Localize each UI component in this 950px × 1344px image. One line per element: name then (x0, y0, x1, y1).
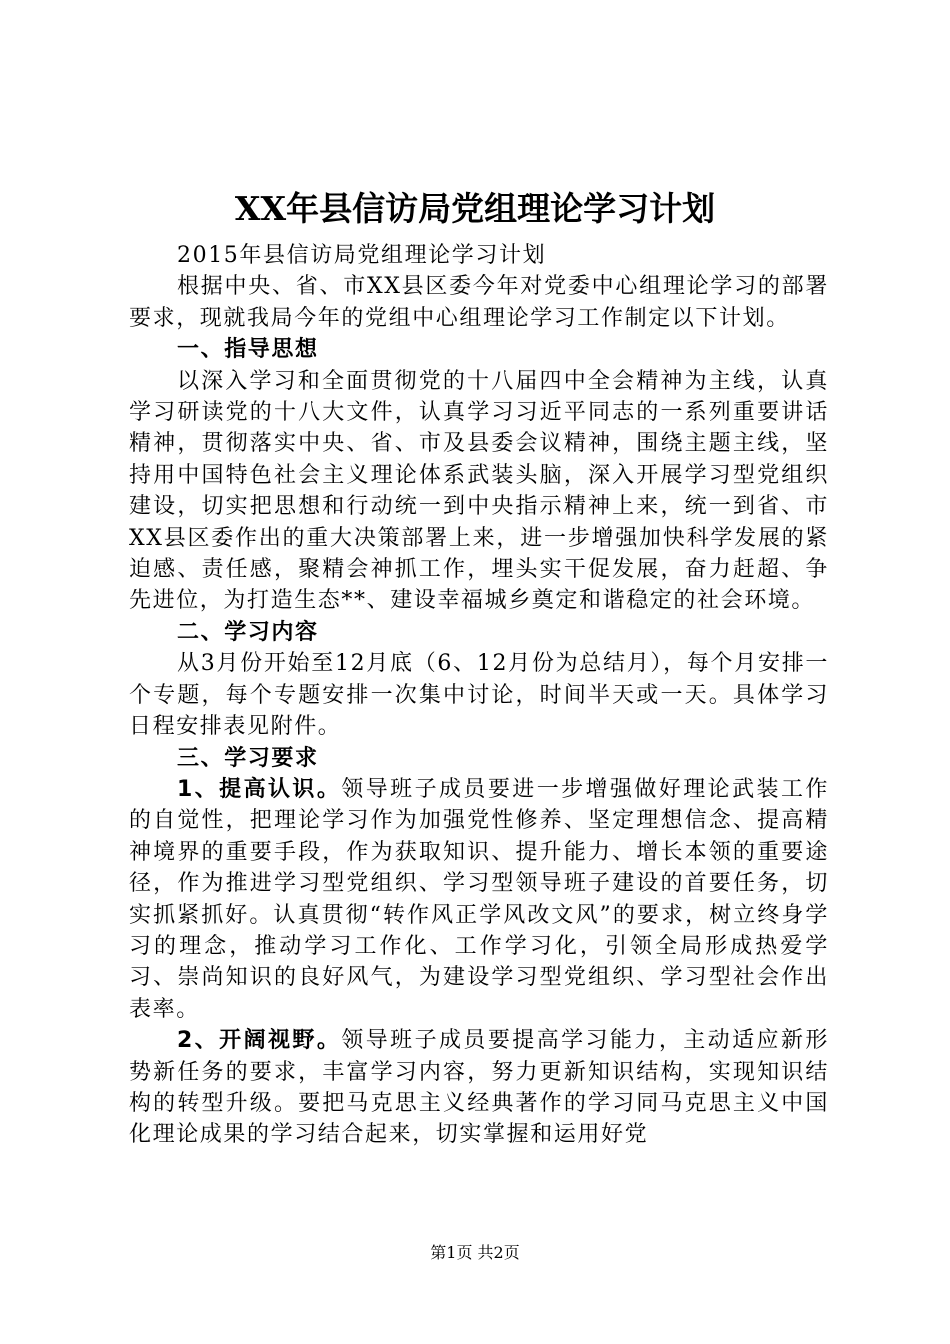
section-heading-guiding-thought: 一、指导思想 (177, 337, 319, 363)
requirement-item (129, 1025, 829, 1151)
requirement-lead: 1、提高认识。 (177, 776, 342, 802)
section-paragraph-study-content: 从3月份开始至12月底（6、12月份为总结月），每个月安排一个专题，每个专题安排一次集中讨论，时间半天或一天。具体学习日程安排表见附件。 (129, 651, 829, 740)
section-heading-study-requirements: 三、学习要求 (177, 745, 319, 771)
requirement-text: 领导班子成员要提高学习能力，主动适应新形势新任务的要求，丰富学习内容，努力更新知识结构，实现知识结构的转型升级。要把马克思主义经典著作的学习同马克思主义中国化理论成果的学习结合起来，切实掌握和运用好党 (129, 1028, 829, 1148)
subtitle-line: 2015年县信访局党组理论学习计划 (177, 243, 547, 268)
requirement-item (129, 774, 829, 1025)
requirement-text: 领导班子成员要进一步增强做好理论武装工作的自觉性，把理论学习作为加强党性修养、坚定理想信念、提高精神境界的重要手段，作为获取知识、提升能力、增长本领的重要途径，作为推进学习型党组织、学习型领导班子建设的首要任务，切实抓紧抓好。认真贯彻“转作风正学风改文风”的要求，树立终身学习的理念，推动学习工作化、工作学习化，引领全局形成热爱学习、崇尚知识的良好风气，为建设学习型党组织、学习型社会作出表率。 (129, 776, 829, 1022)
intro-paragraph: 根据中央、省、市XX县区委今年对党委中心组理论学习的部署要求，现就我局今年的党组中心组理论学习工作制定以下计划。 (129, 274, 829, 331)
page-footer: 第1页 共2页 (430, 1243, 520, 1262)
section-heading-study-content: 二、学习内容 (177, 619, 319, 645)
document-title: XX年县信访局党组理论学习计划 (234, 189, 716, 228)
section-paragraph-guiding-thought: 以深入学习和全面贯彻党的十八届四中全会精神为主线，认真学习研读党的十八大文件，认真学习习近平同志的一系列重要讲话精神，贯彻落实中央、省、市及县委会议精神，围绕主题主线，坚持用中国特色社会主义理论体系武装头脑，深入开展学习型党组织建设，切实把思想和行动统一到中央指示精神上来，统一到省、市XX县区委作出的重大决策部署上来，进一步增强加快科学发展的紧迫感、责任感，聚精会神抓工作，埋头实干促发展，奋力赶超、争先进位，为打造生态**、建设幸福城乡奠定和谐稳定的社会环境。 (129, 368, 829, 614)
requirement-lead: 2、开阔视野。 (177, 1028, 342, 1054)
document-body (129, 240, 829, 1151)
